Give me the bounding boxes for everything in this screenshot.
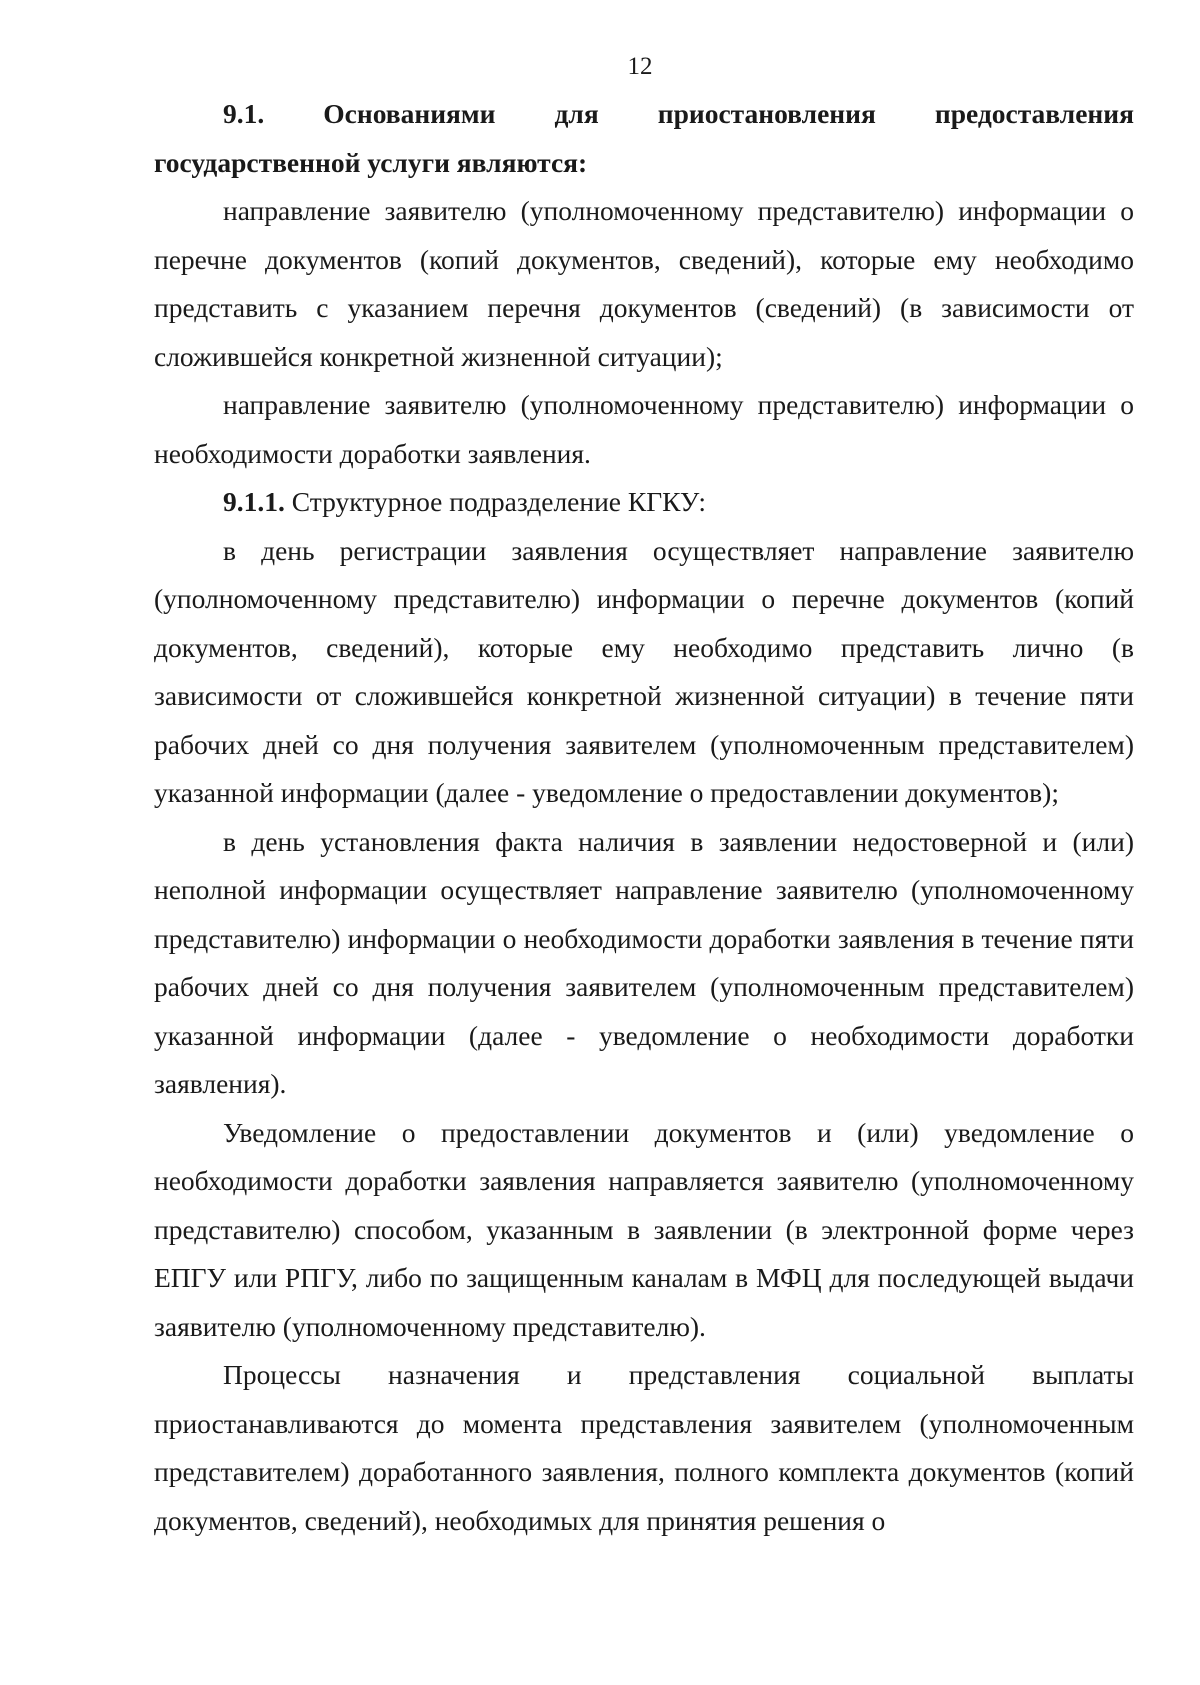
paragraph: в день регистрации заявления осуществляет направление заявителю (уполномоченному представителю) информации о перечне документов (копий документов, сведений), которые ему необходимо представить лично (в зависимости от сложившейся конкретной жизненной ситуации) в течение пяти рабочих дней со дня получения заявителем (уполномоченным представителем) указанной информации (далее - уведомление о предоставлении документов); bbox=[154, 534, 1134, 808]
paragraph: направление заявителю (уполномоченному представителю) информации о перечне документов (копий документов, сведений), которые ему необходимо представить с указанием перечня документов (сведений) (в зависимости от сложившейся конкретной жизненной ситуации); bbox=[154, 195, 1134, 372]
section-number: 9.1. bbox=[223, 98, 265, 129]
paragraph: в день установления факта наличия в заявлении недостоверной и (или) неполной информации осуществляет направление заявителю (уполномоченному представителю) информации о необходимости доработки заявления в течение пяти рабочих дней со дня получения заявителем (уполномоченным представителем) указанной информации (далее - уведомление о необходимости доработки заявления). bbox=[154, 825, 1134, 1099]
subsection-heading-9-1-1 bbox=[154, 478, 1134, 527]
subsection-number: 9.1.1. bbox=[223, 486, 285, 517]
document-body bbox=[154, 90, 1134, 1545]
paragraph: Уведомление о предоставлении документов и (или) уведомление о необходимости доработки заявления направляется заявителю (уполномоченному представителю) способом, указанным в заявлении (в электронной форме через ЕПГУ или РПГУ, либо по защищенным каналам в МФЦ для последующей выдачи заявителю (уполномоченному представителю). bbox=[154, 1116, 1134, 1342]
page-number: 12 bbox=[627, 53, 653, 80]
subsection-heading-text: Структурное подразделение КГКУ: bbox=[284, 486, 706, 517]
paragraph: Процессы назначения и представления социальной выплаты приостанавливаются до момента представления заявителем (уполномоченным представителем) доработанного заявления, полного комплекта документов (копий документов, сведений), необходимых для принятия решения о bbox=[154, 1359, 1134, 1536]
section-heading-9-1 bbox=[154, 90, 1134, 187]
section-heading-text: Основаниями для приостановления предоставления государственной услуги являются: bbox=[154, 98, 1134, 178]
paragraph: направление заявителю (уполномоченному представителю) информации о необходимости доработки заявления. bbox=[154, 389, 1134, 469]
